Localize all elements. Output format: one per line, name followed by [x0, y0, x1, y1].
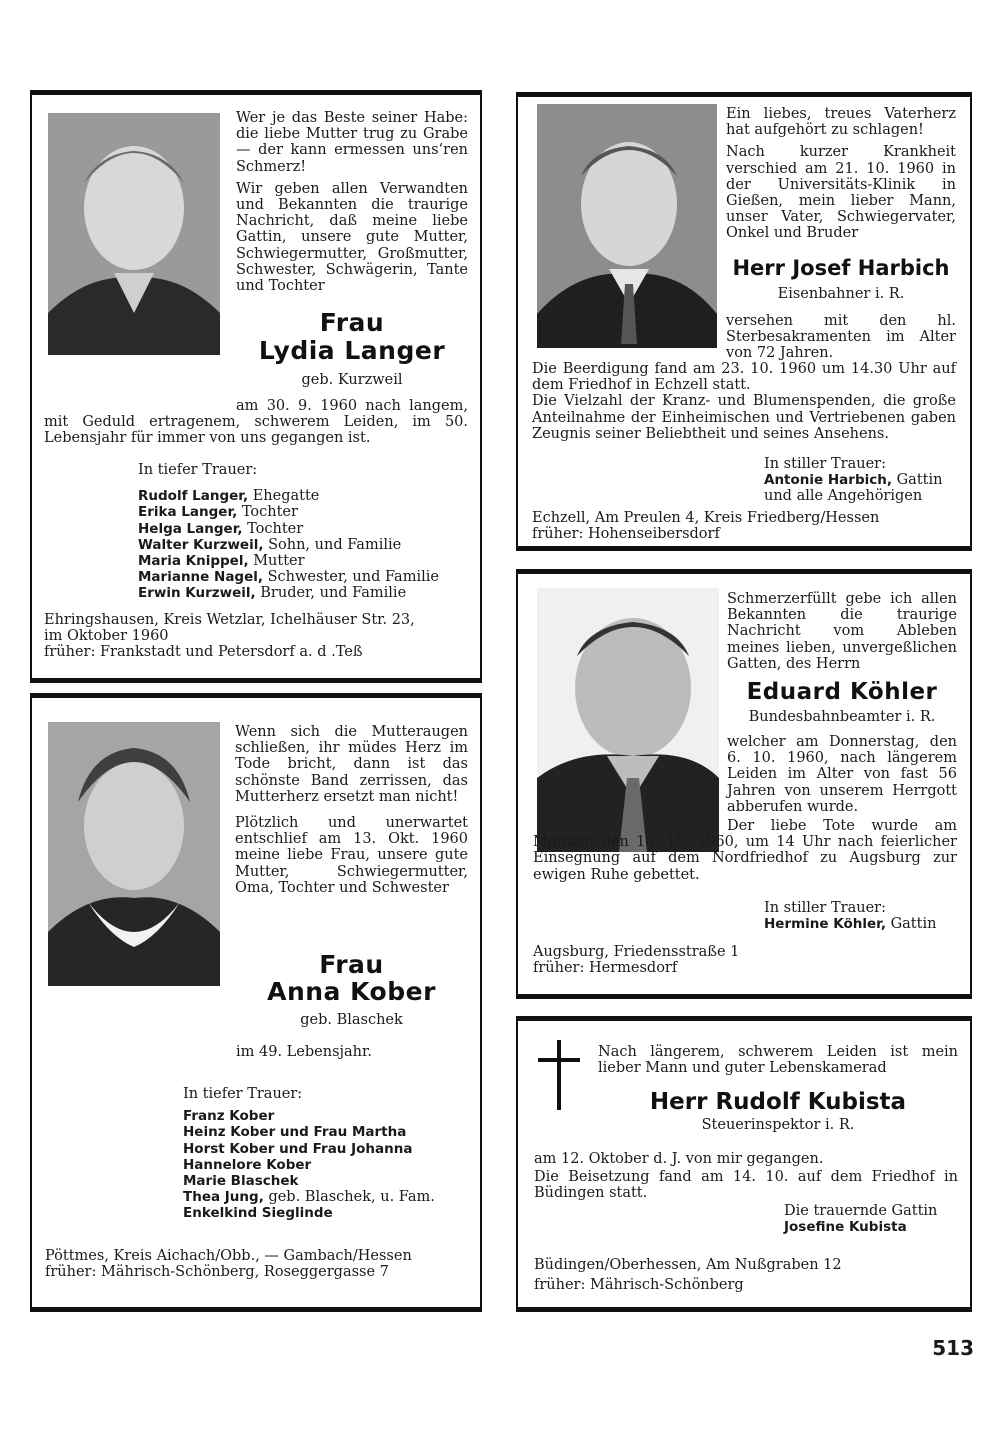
- harbich-address-line: Echzell, Am Preulen 4, Kreis Friedberg/Hessen: [532, 510, 880, 526]
- koehler-intro: Schmerzerfüllt gebe ich allen Bekannten die traurige Nachricht vom Ableben meines lieben, unvergeßlichen Gatten, des Herrn: [727, 591, 957, 672]
- harbich-occupation: Eisenbahner i. R.: [777, 286, 905, 302]
- kubista-body: [534, 1151, 958, 1208]
- langer-address-line: im Oktober 1960: [44, 628, 169, 645]
- harbich-mourning-label: In stiller Trauer:: [764, 456, 886, 472]
- kober-mourner-row: Heinz Kober und Frau Martha: [183, 1124, 407, 1141]
- kober-intro: [235, 724, 468, 902]
- langer-mourning-label: In tiefer Trauer:: [138, 462, 258, 478]
- harbich-mourners: [764, 456, 964, 505]
- langer-mourner-row: Marianne Nagel, Schwester, und Familie: [138, 569, 439, 586]
- kubista-address-line: früher: Mährisch-Schönberg: [534, 1277, 744, 1294]
- koehler-address: [533, 944, 957, 976]
- kober-intro-quote: Wenn sich die Mutteraugen schließen, ihr müdes Herz im Tode bricht, dann ist das schönste Band zerrissen, das Mutterherz ersetzt man nicht!: [235, 724, 468, 805]
- langer-mourner-row: Maria Knippel, Mutter: [138, 553, 305, 570]
- harbich-text2: versehen mit den hl. Sterbesakramenten im Alter von 72 Jahren.: [726, 313, 956, 362]
- kober-mourners: [183, 1086, 473, 1222]
- harbich-intro: [726, 106, 956, 248]
- harbich-funeral: Die Beerdigung fand am 23. 10. 1960 um 14.30 Uhr auf dem Friedhof in Echzell statt.: [532, 361, 956, 394]
- langer-mourner-row: Rudolf Langer, Ehegatte: [138, 488, 320, 505]
- kubista-text2: am 12. Oktober d. J. von mir gegangen.: [534, 1151, 824, 1167]
- portrait-josef-harbich: [537, 104, 717, 348]
- langer-mourners: [138, 462, 468, 602]
- harbich-mourner-line2: und alle Angehörigen: [764, 488, 923, 505]
- kubista-mourning-label: Die trauernde Gattin: [784, 1203, 938, 1219]
- langer-intro-text: Wir geben allen Verwandten und Bekannten die traurige Nachricht, daß meine liebe Gattin, unsere gute Mutter, Schwiegermutter, Großmutter, Schwester, Schwägerin, Tante und Tochter: [236, 180, 468, 295]
- harbich-intro-quote: Ein liebes, treues Vaterherz hat aufgehört zu schlagen!: [726, 106, 956, 139]
- kubista-funeral: Die Beisetzung fand am 14. 10. auf dem Friedhof in Büdingen statt.: [534, 1169, 958, 1202]
- kober-mourning-label: In tiefer Trauer:: [183, 1086, 303, 1102]
- kober-mourner-row: Thea Jung, geb. Blaschek, u. Fam.: [183, 1189, 435, 1206]
- langer-name: Lydia Langer: [258, 336, 446, 365]
- kubista-address: [534, 1257, 958, 1293]
- portrait-anna-kober: [48, 722, 220, 986]
- langer-address-line: früher: Frankstadt und Petersdorf a. d .Teß: [44, 644, 363, 661]
- koehler-mourner-row: Hermine Köhler, Gattin: [764, 916, 937, 933]
- portrait-lydia-langer: [48, 113, 220, 355]
- harbich-body: [532, 361, 956, 448]
- koehler-text3: Der liebe Tote wurde am Montag, den 10. 10. 1960, um 14 Uhr nach feierlicher Einsegnung auf dem Nordfriedhof zu Augsburg zur ewigen Ruhe gebettet.: [533, 818, 957, 883]
- koehler-mourners: [764, 900, 964, 932]
- portrait-eduard-koehler: [537, 588, 719, 852]
- koehler-occupation: Bundesbahnbeamter i. R.: [748, 709, 936, 725]
- kober-address: [45, 1248, 469, 1280]
- kober-mourner-row: Franz Kober: [183, 1108, 275, 1125]
- harbich-mourner-row: Antonie Harbich, Gattin: [764, 472, 943, 489]
- kubista-mourners: [784, 1203, 964, 1235]
- cross-icon: [538, 1040, 580, 1110]
- langer-address-line: Ehringshausen, Kreis Wetzlar, Ichelhäuser Str. 23,: [44, 612, 415, 628]
- langer-death-text: am 30. 9. 1960 nach langem, mit Geduld ertragenem, schwerem Leiden, im 50. Lebensjahr für immer von uns gegangen ist.: [44, 398, 468, 447]
- kober-title: Frau: [319, 950, 384, 979]
- kober-name: Anna Kober: [267, 977, 436, 1006]
- kober-intro-text: Plötzlich und unerwartet entschlief am 13. Okt. 1960 meine liebe Frau, unsere gute Mutter, Schwiegermutter, Oma, Tochter und Schwester: [235, 815, 468, 896]
- koehler-mourning-label: In stiller Trauer:: [764, 900, 886, 916]
- langer-born: geb. Kurzweil: [301, 372, 403, 388]
- langer-mourner-row: Walter Kurzweil, Sohn, und Familie: [138, 536, 402, 553]
- harbich-thanks: Die Vielzahl der Kranz- und Blumenspenden, die große Anteilnahme der Einheimischen und Vertriebenen gaben Zeugnis seiner Beliebtheit und seines Ansehens.: [532, 393, 956, 442]
- langer-title: Frau: [319, 308, 385, 337]
- koehler-text2: welcher am Donnerstag, den 6. 10. 1960, nach längerem Leiden im Alter von fast 56 Jahren von unserem Herrgott abberufen wurde.: [727, 734, 957, 815]
- koehler-name: Eduard Köhler: [746, 679, 938, 705]
- koehler-address-line: Augsburg, Friedensstraße 1: [533, 944, 740, 960]
- langer-mourner-row: Erwin Kurzweil, Bruder, und Familie: [138, 585, 407, 602]
- kubista-name: Herr Rudolf Kubista: [649, 1089, 907, 1115]
- kober-address-line: Pöttmes, Kreis Aichach/Obb., — Gambach/Hessen: [45, 1248, 412, 1264]
- harbich-intro-text: Nach kurzer Krankheit verschied am 21. 10. 1960 in der Universitäts-Klinik in Gießen, mein lieber Mann, unser Vater, Schwiegervater, Onkel und Bruder: [726, 144, 956, 242]
- kober-mourner-row: Marie Blaschek: [183, 1173, 299, 1190]
- page-number: 513: [932, 1336, 974, 1360]
- kober-mourner-row: Hannelore Kober: [183, 1156, 312, 1173]
- kubista-occupation: Steuerinspektor i. R.: [701, 1117, 855, 1133]
- kober-mourner-row: Enkelkind Sieglinde: [183, 1205, 333, 1222]
- koehler-address-line: früher: Hermesdorf: [533, 960, 678, 977]
- kober-age: im 49. Lebensjahr.: [236, 1044, 372, 1060]
- langer-intro: [236, 110, 468, 300]
- kober-born: geb. Blaschek: [300, 1012, 403, 1028]
- harbich-address: [532, 510, 956, 542]
- langer-intro-quote: Wer je das Beste seiner Habe: die liebe Mutter trug zu Grabe — der kann ermessen uns‘ren Schmerz!: [236, 110, 468, 175]
- kober-mourner-row: Horst Kober und Frau Johanna: [183, 1140, 413, 1157]
- kubista-mourner-row: Josefine Kubista: [784, 1219, 907, 1236]
- langer-mourner-row: Erika Langer, Tochter: [138, 504, 298, 521]
- kober-address-line: früher: Mährisch-Schönberg, Roseggergasse 7: [45, 1264, 389, 1281]
- kubista-intro: Nach längerem, schwerem Leiden ist mein lieber Mann und guter Lebenskamerad: [598, 1044, 958, 1077]
- harbich-name: Herr Josef Harbich: [732, 256, 950, 280]
- langer-mourner-row: Helga Langer, Tochter: [138, 520, 304, 537]
- langer-address: [44, 612, 468, 661]
- kubista-address-line: Büdingen/Oberhessen, Am Nußgraben 12: [534, 1257, 842, 1273]
- harbich-address-line: früher: Hohenseibersdorf: [532, 526, 720, 543]
